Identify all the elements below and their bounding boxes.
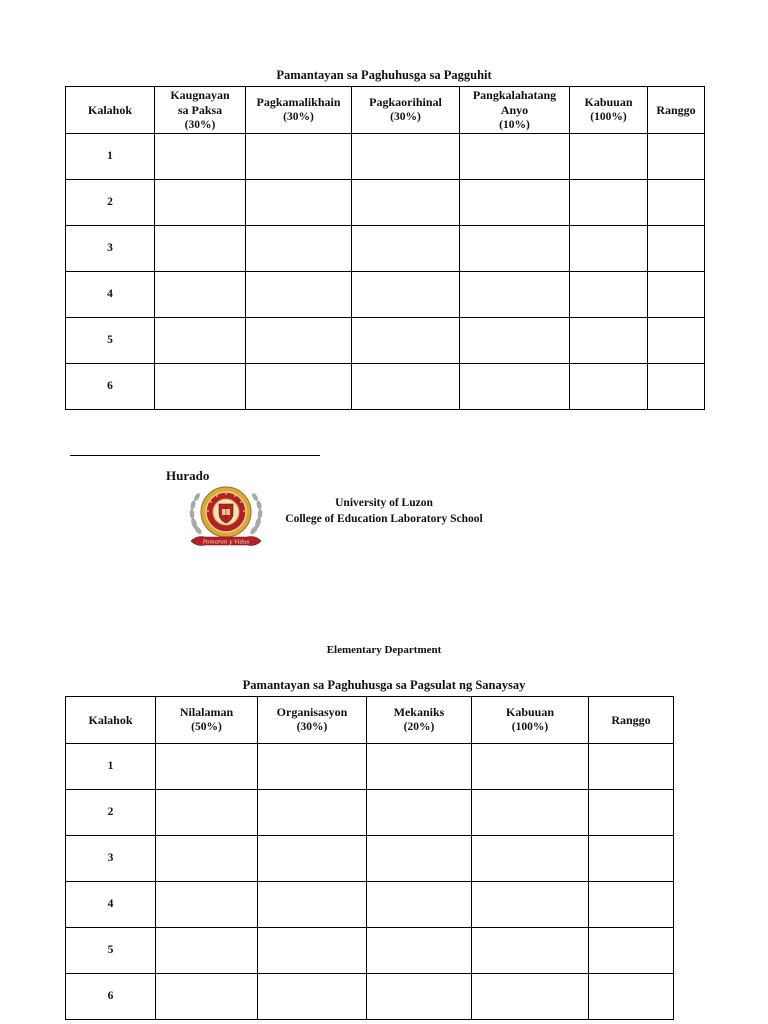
essay-score-cell[interactable] bbox=[367, 928, 472, 974]
drawing-score-cell[interactable] bbox=[352, 134, 460, 180]
essay-participant-number: 6 bbox=[66, 974, 156, 1020]
university-seal-logo bbox=[187, 485, 265, 553]
drawing-header-label: Kalahok bbox=[87, 102, 132, 117]
essay-participant-number: 2 bbox=[66, 790, 156, 836]
drawing-header-label: Pagkaorihinal bbox=[369, 95, 442, 109]
drawing-participant-number: 4 bbox=[66, 272, 155, 318]
essay-score-cell[interactable] bbox=[156, 928, 258, 974]
drawing-score-cell[interactable] bbox=[155, 364, 246, 410]
drawing-score-cell[interactable] bbox=[246, 318, 352, 364]
essay-header-cell bbox=[367, 697, 472, 744]
drawing-participant-number: 2 bbox=[66, 180, 155, 226]
essay-participant-row bbox=[66, 790, 674, 836]
essay-score-cell[interactable] bbox=[472, 790, 589, 836]
judge-signature-line bbox=[70, 455, 320, 456]
drawing-header-row bbox=[66, 87, 705, 134]
drawing-score-cell[interactable] bbox=[352, 180, 460, 226]
drawing-score-cell[interactable] bbox=[246, 180, 352, 226]
essay-participant-row bbox=[66, 882, 674, 928]
drawing-score-cell[interactable] bbox=[246, 134, 352, 180]
essay-participant-row bbox=[66, 974, 674, 1020]
drawing-header-label: Kaugnayan bbox=[170, 87, 230, 102]
drawing-score-cell[interactable] bbox=[648, 272, 705, 318]
drawing-header-cell bbox=[648, 87, 705, 134]
drawing-participant-row bbox=[66, 180, 705, 226]
essay-score-cell[interactable] bbox=[258, 790, 367, 836]
drawing-header-weight: (10%) bbox=[499, 118, 530, 131]
essay-score-cell[interactable] bbox=[472, 744, 589, 790]
drawing-score-cell[interactable] bbox=[246, 272, 352, 318]
drawing-header-weight: (30%) bbox=[390, 111, 421, 123]
drawing-header-cell bbox=[570, 87, 648, 134]
essay-score-cell[interactable] bbox=[367, 974, 472, 1020]
drawing-participant-number: 5 bbox=[66, 318, 155, 364]
drawing-header-label: sa Paksa bbox=[177, 102, 223, 117]
drawing-score-cell[interactable] bbox=[352, 226, 460, 272]
essay-score-cell[interactable] bbox=[589, 790, 674, 836]
drawing-score-cell[interactable] bbox=[648, 180, 705, 226]
essay-header-cell bbox=[589, 697, 674, 744]
drawing-participant-row bbox=[66, 226, 705, 272]
drawing-score-cell[interactable] bbox=[155, 226, 246, 272]
essay-score-cell[interactable] bbox=[472, 882, 589, 928]
drawing-header-cell bbox=[66, 87, 155, 134]
essay-score-cell[interactable] bbox=[367, 836, 472, 882]
drawing-score-cell[interactable] bbox=[352, 272, 460, 318]
judge-label: Hurado bbox=[166, 468, 210, 483]
drawing-header-weight: (30%) bbox=[184, 118, 216, 131]
drawing-participant-row bbox=[66, 272, 705, 318]
drawing-score-cell[interactable] bbox=[460, 226, 570, 272]
drawing-rubric-table bbox=[65, 86, 705, 410]
essay-header-cell bbox=[258, 697, 367, 744]
drawing-score-cell[interactable] bbox=[155, 318, 246, 364]
essay-participant-number: 1 bbox=[66, 744, 156, 790]
essay-score-cell[interactable] bbox=[156, 882, 258, 928]
essay-score-cell[interactable] bbox=[472, 928, 589, 974]
essay-header-weight: (30%) bbox=[296, 721, 328, 733]
essay-score-cell[interactable] bbox=[156, 836, 258, 882]
drawing-score-cell[interactable] bbox=[570, 272, 648, 318]
essay-score-cell[interactable] bbox=[156, 974, 258, 1020]
drawing-score-cell[interactable] bbox=[155, 180, 246, 226]
essay-header-label: Organisasyon bbox=[276, 705, 348, 719]
drawing-score-cell[interactable] bbox=[460, 180, 570, 226]
essay-score-cell[interactable] bbox=[156, 744, 258, 790]
drawing-participant-row bbox=[66, 364, 705, 410]
essay-score-cell[interactable] bbox=[589, 836, 674, 882]
drawing-score-cell[interactable] bbox=[460, 318, 570, 364]
drawing-header-cell bbox=[155, 87, 246, 134]
essay-score-cell[interactable] bbox=[589, 928, 674, 974]
drawing-header-label: Pagkamalikhain bbox=[256, 95, 341, 109]
essay-header-weight: (100%) bbox=[511, 721, 549, 733]
drawing-score-cell[interactable] bbox=[352, 364, 460, 410]
essay-score-cell[interactable] bbox=[156, 790, 258, 836]
essay-rubric-title: Pamantayan sa Paghuhusga sa Pagsulat ng Sanaysay bbox=[242, 678, 526, 692]
essay-header-cell bbox=[472, 697, 589, 744]
essay-score-cell[interactable] bbox=[367, 744, 472, 790]
school-heading bbox=[270, 496, 498, 527]
essay-header-label: Kalahok bbox=[88, 712, 133, 727]
drawing-score-cell[interactable] bbox=[460, 134, 570, 180]
drawing-header-label: Anyo bbox=[500, 102, 529, 117]
drawing-score-cell[interactable] bbox=[570, 364, 648, 410]
essay-header-row bbox=[66, 697, 674, 744]
essay-score-cell[interactable] bbox=[258, 744, 367, 790]
drawing-header-label: Ranggo bbox=[656, 102, 696, 117]
essay-participant-row bbox=[66, 928, 674, 974]
essay-header-label: Ranggo bbox=[611, 712, 651, 727]
drawing-header-weight: (30%) bbox=[283, 111, 314, 123]
essay-header-weight: (20%) bbox=[403, 721, 435, 733]
essay-score-cell[interactable] bbox=[472, 836, 589, 882]
essay-score-cell[interactable] bbox=[367, 790, 472, 836]
drawing-score-cell[interactable] bbox=[648, 226, 705, 272]
drawing-score-cell[interactable] bbox=[246, 226, 352, 272]
essay-score-cell[interactable] bbox=[367, 882, 472, 928]
essay-participant-number: 4 bbox=[66, 882, 156, 928]
essay-participant-row bbox=[66, 744, 674, 790]
department-label: Elementary Department bbox=[326, 644, 442, 656]
drawing-score-cell[interactable] bbox=[570, 180, 648, 226]
drawing-participant-number: 3 bbox=[66, 226, 155, 272]
drawing-score-cell[interactable] bbox=[570, 226, 648, 272]
essay-score-cell[interactable] bbox=[258, 836, 367, 882]
seal-motto: Pomaran y Vidas bbox=[202, 539, 250, 546]
drawing-participant-number: 6 bbox=[66, 364, 155, 410]
essay-header-label: Kabuuan bbox=[505, 705, 555, 719]
essay-score-cell[interactable] bbox=[258, 974, 367, 1020]
drawing-score-cell[interactable] bbox=[648, 318, 705, 364]
essay-header-cell bbox=[156, 697, 258, 744]
drawing-participant-row bbox=[66, 318, 705, 364]
drawing-participant-row bbox=[66, 134, 705, 180]
essay-score-cell[interactable] bbox=[472, 974, 589, 1020]
drawing-header-weight: (100%) bbox=[590, 111, 627, 123]
essay-score-cell[interactable] bbox=[589, 744, 674, 790]
essay-score-cell[interactable] bbox=[589, 882, 674, 928]
drawing-score-cell[interactable] bbox=[648, 364, 705, 410]
essay-header-label: Mekaniks bbox=[393, 705, 445, 719]
essay-score-cell[interactable] bbox=[258, 928, 367, 974]
drawing-score-cell[interactable] bbox=[570, 318, 648, 364]
essay-rubric-table bbox=[65, 696, 674, 1020]
drawing-score-cell[interactable] bbox=[570, 134, 648, 180]
drawing-score-cell[interactable] bbox=[246, 364, 352, 410]
essay-participant-row bbox=[66, 836, 674, 882]
drawing-participant-number: 1 bbox=[66, 134, 155, 180]
essay-score-cell[interactable] bbox=[589, 974, 674, 1020]
drawing-header-cell bbox=[460, 87, 570, 134]
drawing-score-cell[interactable] bbox=[155, 272, 246, 318]
school-name: University of Luzon bbox=[335, 497, 433, 509]
drawing-score-cell[interactable] bbox=[460, 272, 570, 318]
drawing-score-cell[interactable] bbox=[648, 134, 705, 180]
college-name: College of Education Laboratory School bbox=[285, 512, 483, 525]
essay-participant-number: 3 bbox=[66, 836, 156, 882]
drawing-header-label: Pangkalahatang bbox=[472, 87, 557, 102]
essay-header-label: Nilalaman bbox=[179, 705, 234, 719]
essay-header-weight: (50%) bbox=[191, 721, 222, 733]
essay-score-cell[interactable] bbox=[258, 882, 367, 928]
drawing-score-cell[interactable] bbox=[460, 364, 570, 410]
essay-header-cell bbox=[66, 697, 156, 744]
drawing-score-cell[interactable] bbox=[155, 134, 246, 180]
drawing-score-cell[interactable] bbox=[352, 318, 460, 364]
drawing-header-cell bbox=[246, 87, 352, 134]
drawing-rubric-title: Pamantayan sa Paghuhusga sa Pagguhit bbox=[276, 68, 492, 82]
essay-participant-number: 5 bbox=[66, 928, 156, 974]
drawing-header-cell bbox=[352, 87, 460, 134]
drawing-header-label: Kabuuan bbox=[584, 95, 633, 109]
